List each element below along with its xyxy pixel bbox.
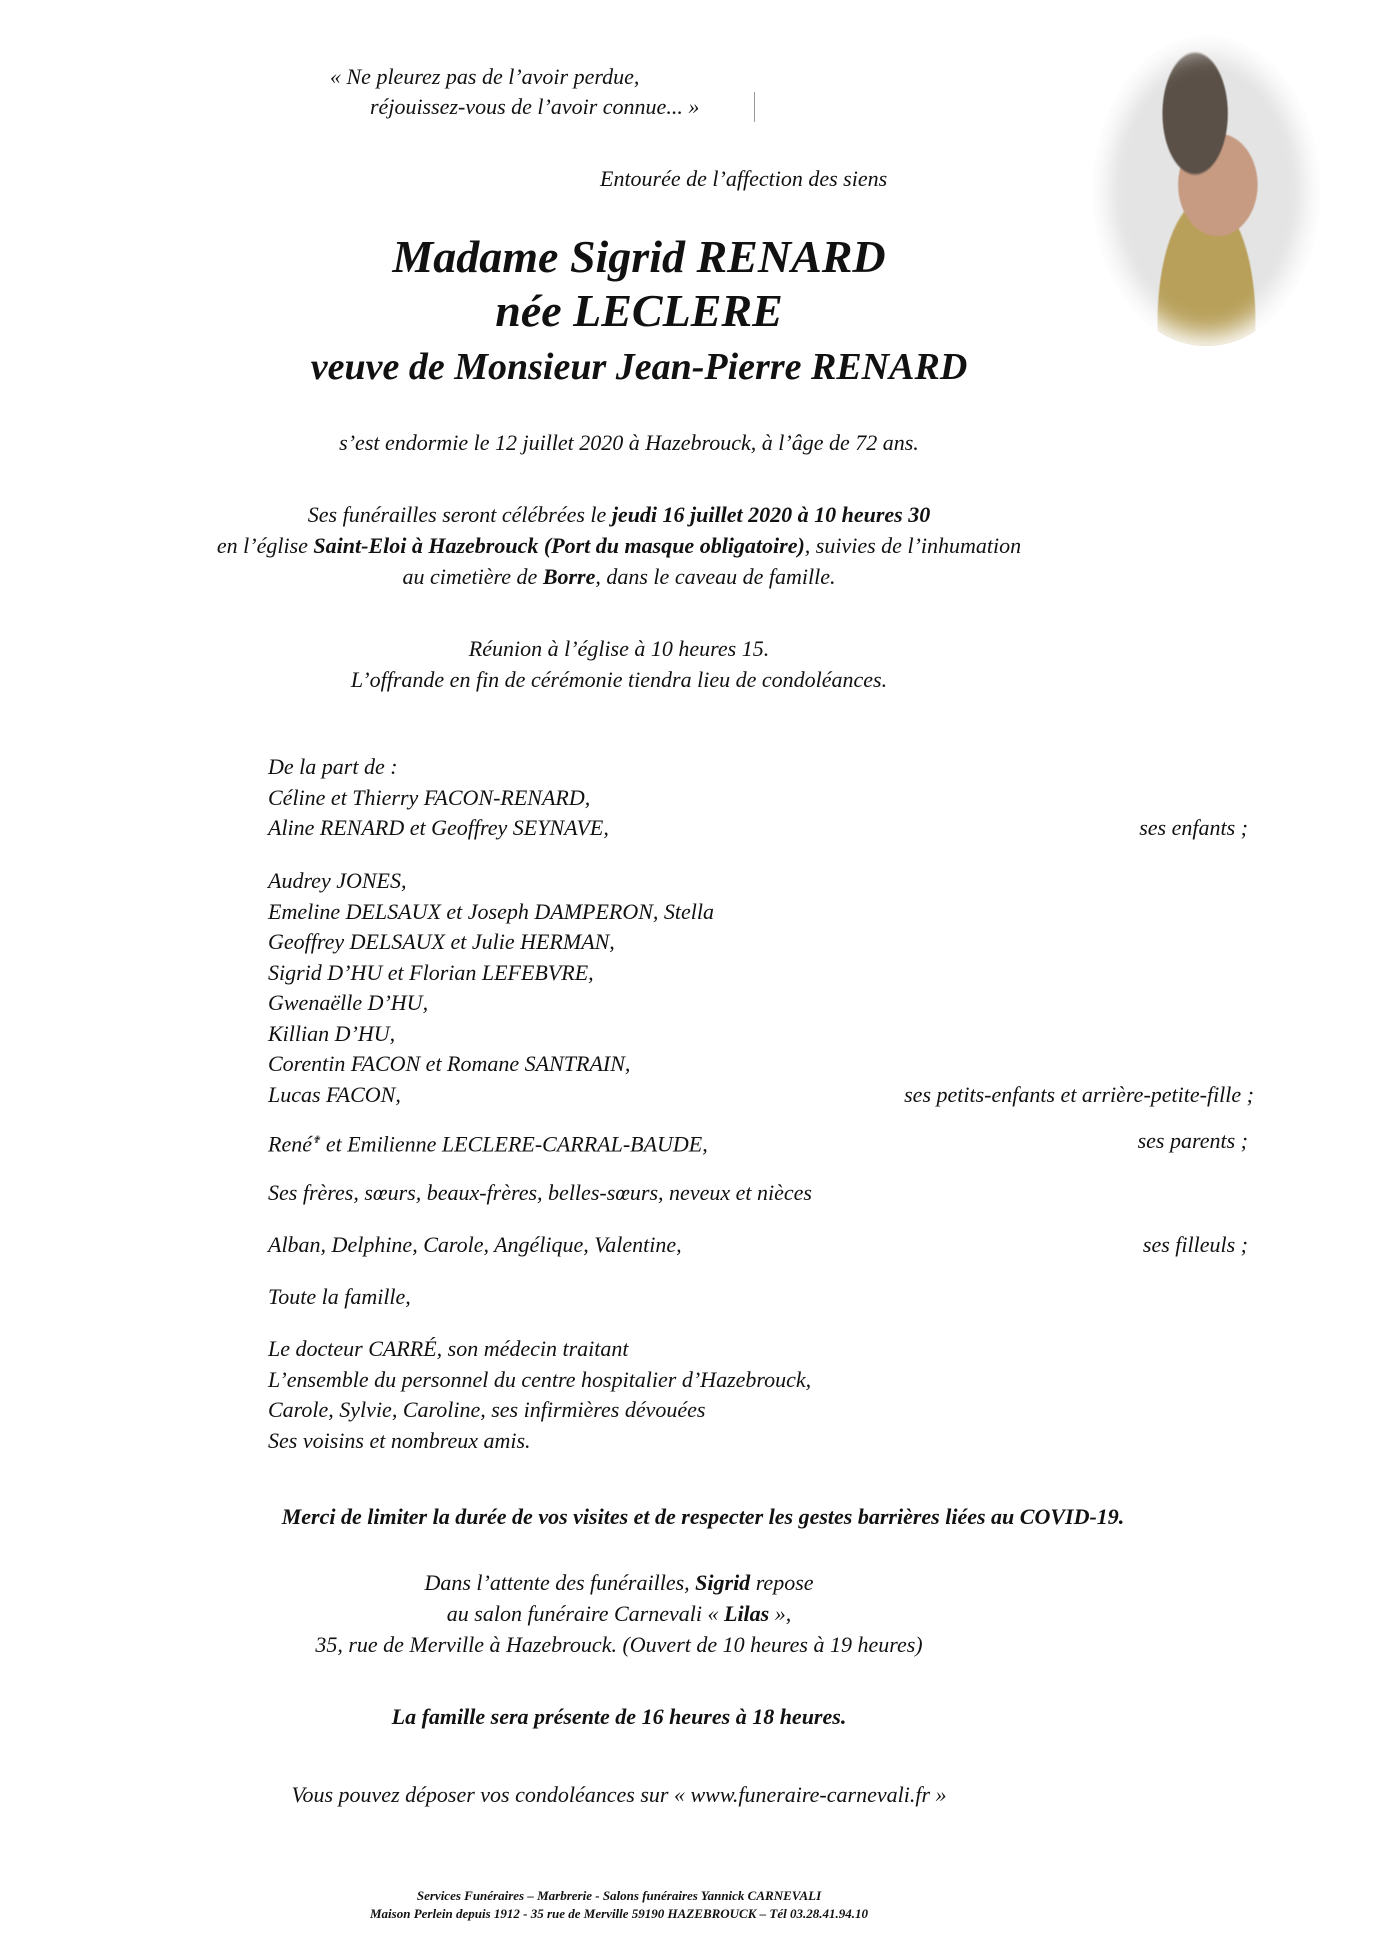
cross-icon: ✟ [311,1135,321,1146]
quote-line-2: réjouissez-vous de l’avoir connue... » [330,92,755,122]
repose-name: Sigrid [695,1570,751,1595]
funeral-line-2 [0,531,1308,561]
death-notice: s’est endormie le 12 juillet 2020 à Hazebrouck, à l’âge de 72 ans. [339,430,919,455]
family-line: L’ensemble du personnel du centre hospitalier d’Hazebrouck, [268,1366,812,1392]
funeral-text: en l’église [216,533,314,558]
salon-name: Lilas [724,1601,770,1626]
family-line: Toute la famille, [268,1284,411,1309]
grandchildren-list [268,866,1254,1110]
funeral-cemetery: Borre [542,564,596,589]
family-line [268,1080,1254,1111]
funeral-line-3 [0,562,1308,592]
repose-line-2 [0,1599,1308,1629]
funeral-text: Ses funérailles seront célébrées le [307,502,612,527]
funeral-text: au cimetière de [402,564,543,589]
family-name: et Emilienne LECLERE-CARRAL-BAUDE, [320,1131,708,1157]
repose-line-1 [0,1568,1308,1598]
family-line: Killian D’HU, [268,1020,396,1046]
repose-text: Dans l’attente des funérailles, [424,1570,696,1595]
family-name: René [268,1131,312,1157]
family-name: Alban, Delphine, Carole, Angélique, Valentine, [268,1232,682,1257]
condolences-notice: Vous pouvez déposer vos condoléances sur « www.funeraire-carnevali.fr » [291,1782,947,1807]
family-line: Carole, Sylvie, Caroline, ses infirmières dévouées [268,1397,706,1422]
family-name: Aline RENARD et Geoffrey SEYNAVE, [268,815,609,840]
repose-text: repose [750,1570,814,1595]
family-line [268,1230,1248,1261]
family-line: Ses voisins et nombreux amis. [268,1427,531,1453]
intro-text: Entourée de l’affection des siens [600,166,888,191]
covid-notice: Merci de limiter la durée de vos visites et de respecter les gestes barrières liées au COVID-19. [281,1504,1125,1529]
godchildren-line [268,1230,1248,1261]
siblings-line [268,1178,1248,1209]
family-line: Audrey JONES, [268,868,407,893]
parents-line [268,1126,1248,1157]
family-line: Ses frères, sœurs, beaux-frères, belles-sœurs, neveux et nièces [268,1180,812,1205]
repose-text: », [769,1601,792,1626]
family-line: Emeline DELSAUX et Joseph DAMPERON, Stella [268,898,715,924]
funeral-date: jeudi 16 juillet 2020 à 10 heures 30 [611,502,931,527]
presence-notice: La famille sera présente de 16 heures à 18 heures. [391,1704,847,1729]
quote [330,62,755,122]
repose-text: au salon funéraire Carnevali « [446,1601,724,1626]
family-line: Céline et Thierry FACON-RENARD, [268,784,591,810]
family-name: Lucas FACON, [268,1081,401,1107]
family-list [268,752,1248,844]
relation-label: ses parents ; [1137,1128,1248,1153]
reunion-text: Réunion à l’église à 10 heures 15. [468,636,770,661]
family-line [268,1126,1248,1157]
family-line: Geoffrey DELSAUX et Julie HERMAN, [268,929,615,954]
widow-line: veuve de Monsieur Jean-Pierre RENARD [310,346,968,388]
footer-line-1: Services Funéraires – Marbrerie - Salons funéraires Yannick CARNEVALI [416,1888,822,1903]
offrande-text: L’offrande en fin de cérémonie tiendra lieu de condoléances. [350,667,888,692]
family-line: Corentin FACON et Romane SANTRAIN, [268,1051,631,1076]
repose-line-3: 35, rue de Merville à Hazebrouck. (Ouvert de 10 heures à 19 heures) [315,1632,923,1657]
family-line: Le docteur CARRÉ, son médecin traitant [268,1336,629,1361]
funeral-text: , suivies de l’inhumation [804,533,1022,558]
relation-label: ses filleuls ; [1142,1232,1248,1257]
footer-line-2: Maison Perlein depuis 1912 - 35 rue de Merville 59190 HAZEBROUCK – Tél 03.28.41.94.10 [370,1906,868,1921]
funeral-text: , dans le caveau de famille. [595,564,836,589]
deceased-name: Madame Sigrid RENARD [392,231,886,282]
funeral-church: Saint-Eloi à Hazebrouck (Port du masque obligatoire) [313,533,805,558]
others-list [268,1334,1248,1456]
family-line: Sigrid D’HU et Florian LEFEBVRE, [268,959,594,985]
funeral-line-1 [0,500,1308,530]
family-line [268,813,1248,844]
whole-family-line [268,1282,1248,1313]
de-la-part: De la part de : [268,754,398,779]
maiden-name: née LECLERE [495,285,783,336]
quote-line-1: « Ne pleurez pas de l’avoir perdue, [330,64,640,89]
relation-label: ses petits-enfants et arrière-petite-fille ; [904,1081,1254,1107]
relation-label: ses enfants ; [1139,815,1248,840]
family-line: Gwenaëlle D’HU, [268,990,429,1015]
